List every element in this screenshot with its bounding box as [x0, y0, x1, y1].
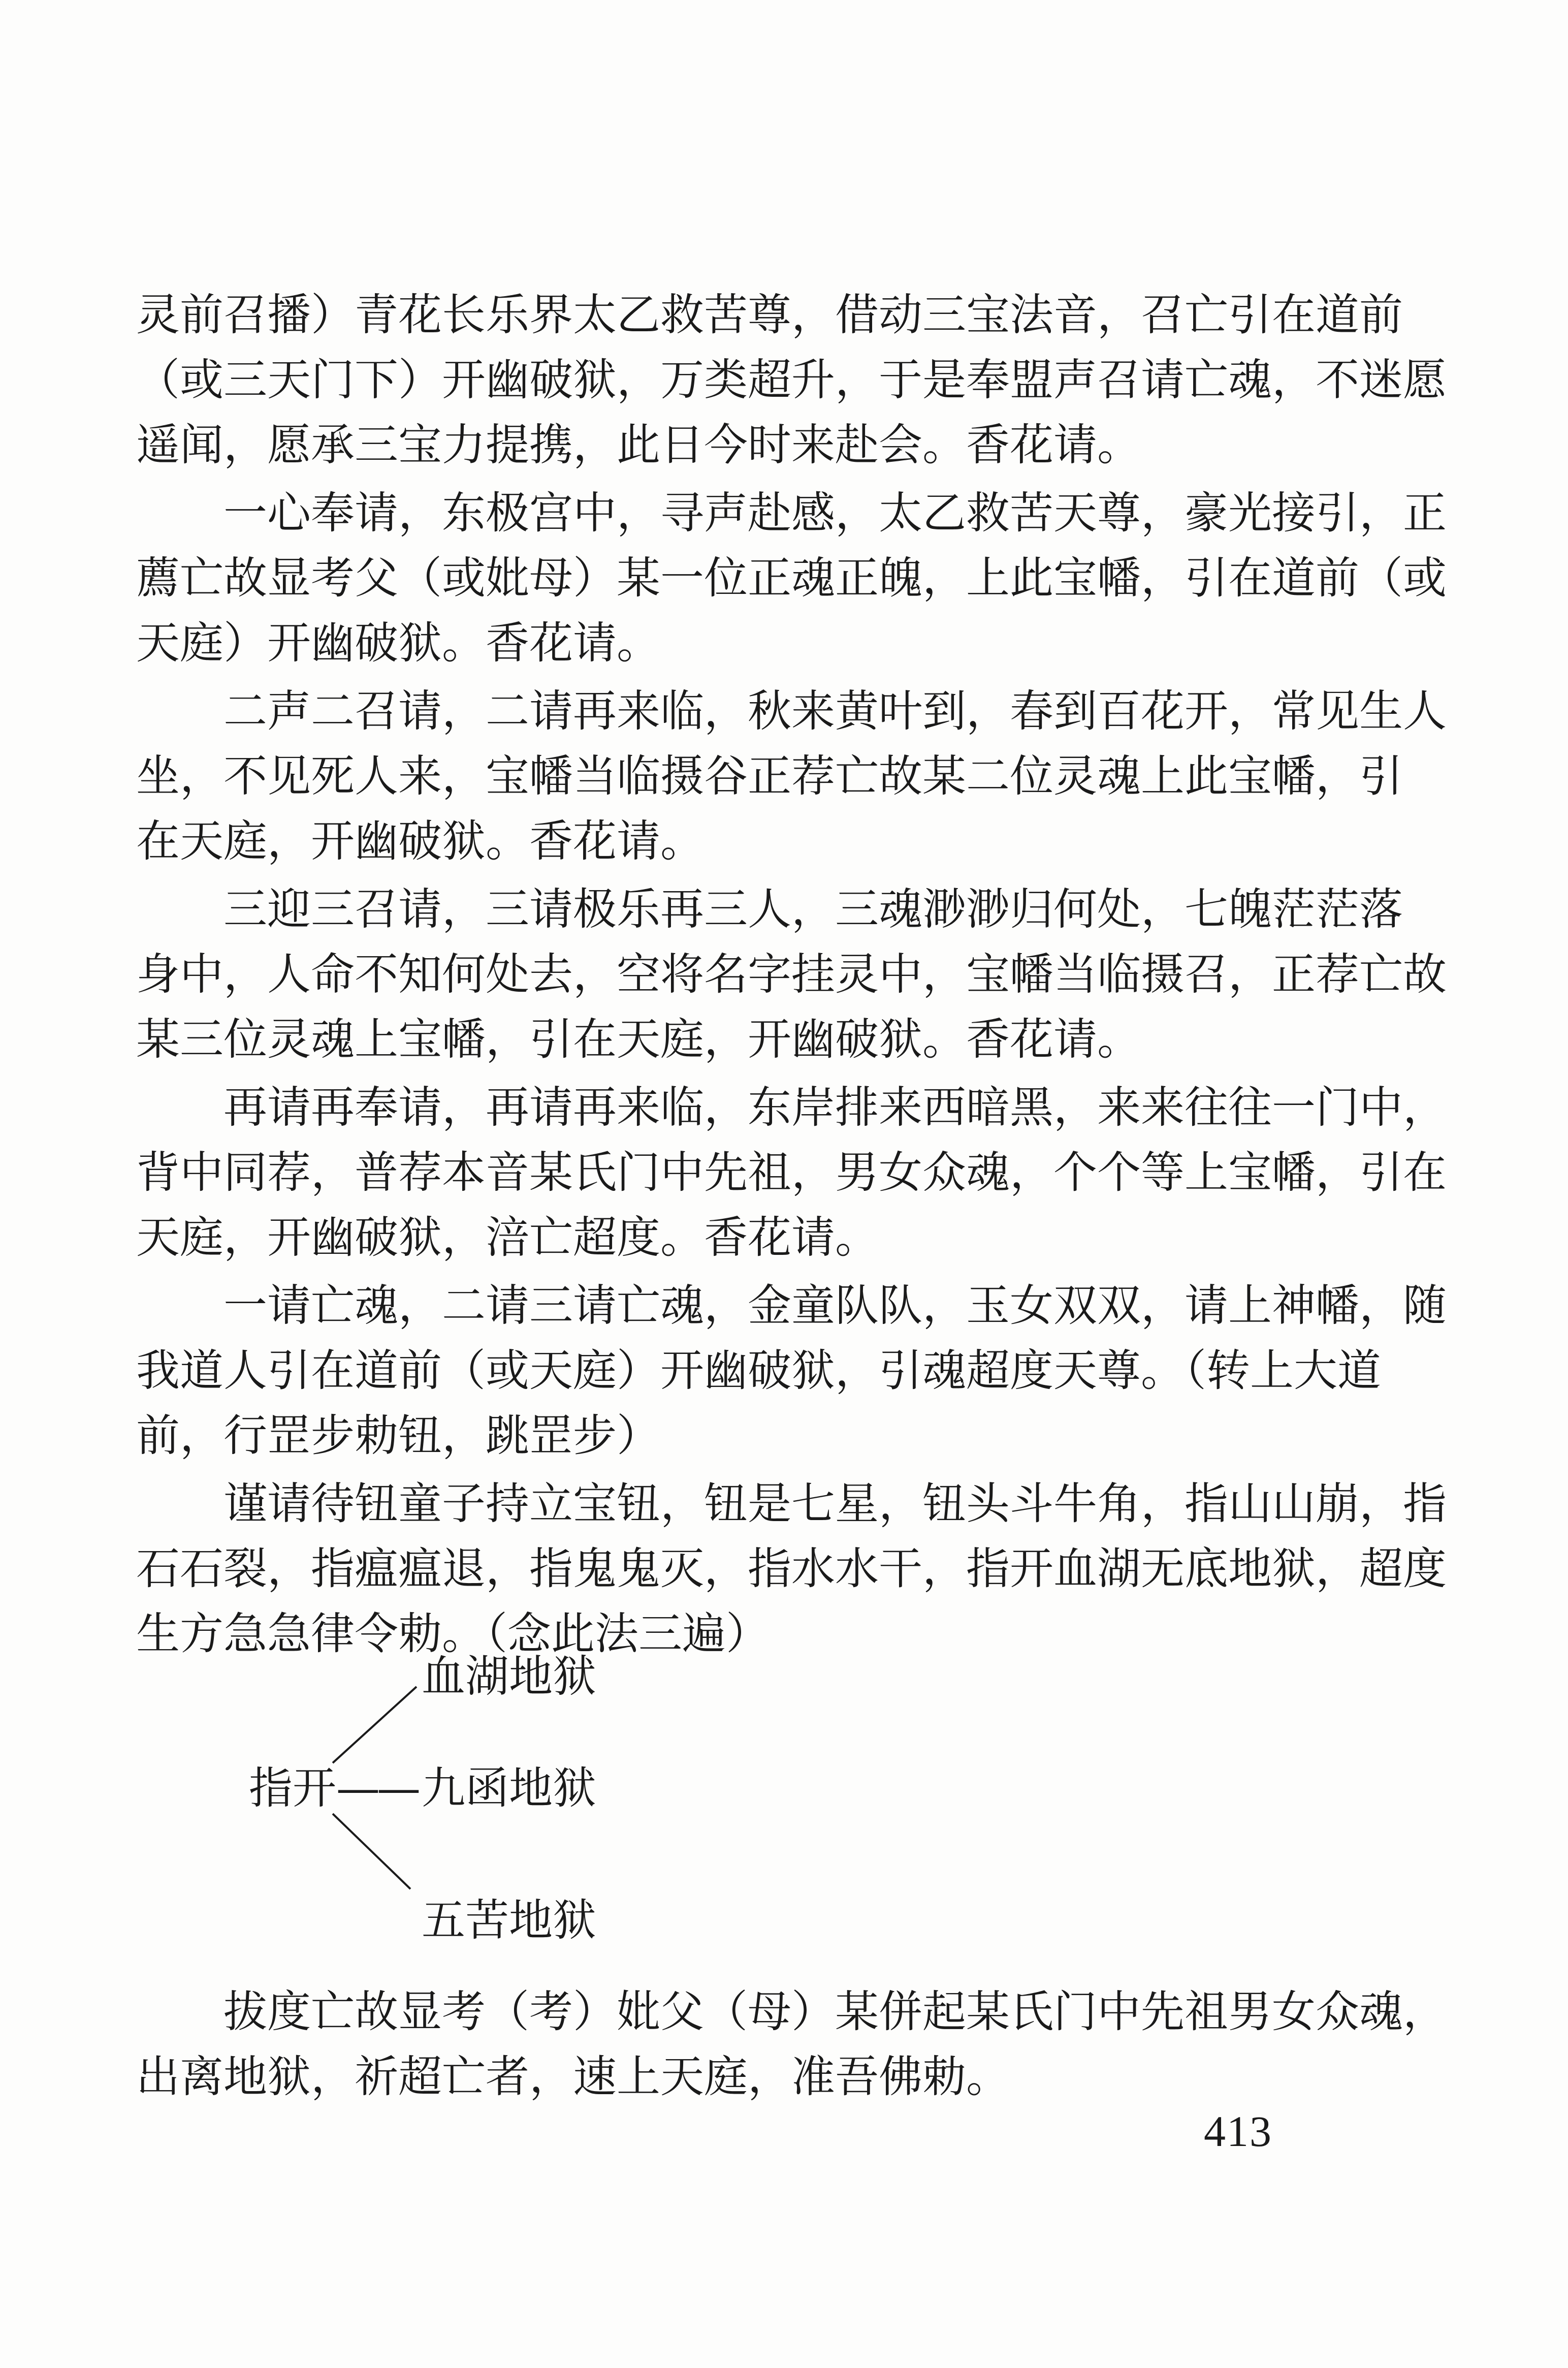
- diagram-root-label: 指开: [249, 1763, 336, 1814]
- text-line: 身中，人命不知何处去，空将名字挂灵中，宝幡当临摄召，正荐亡故: [136, 949, 1447, 1000]
- diagram-top-label: 血湖地狱: [422, 1651, 596, 1702]
- branch-line-top: [333, 1687, 417, 1763]
- text-line: 三迎三召请，三请极乐再三人，三魂渺渺归何处，七魄茫茫落: [223, 884, 1403, 935]
- diagram-middle-label: 九函地狱: [422, 1763, 596, 1814]
- page-number: 413: [1204, 2107, 1272, 2156]
- diagram-connector: ——: [336, 1763, 418, 1814]
- text-line: 一请亡魂，二请三请亡魂，金童队队，玉女双双，请上神幡，随: [223, 1280, 1447, 1331]
- text-line: 谨请待钮童子持立宝钮，钮是七星，钮头斗牛角，指山山崩，指: [223, 1478, 1447, 1529]
- text-line: 坐，不见死人来，宝幡当临摄谷正荐亡故某二位灵魂上此宝幡，引: [136, 751, 1403, 802]
- text-line: 天庭，开幽破狱，涪亡超度。香花请。: [136, 1212, 879, 1263]
- text-line: 背中同荐，普荐本音某氏门中先祖，男女众魂，个个等上宝幡，引在: [136, 1147, 1447, 1198]
- text-line: 薦亡故显考父（或妣母）某一位正魂正魄，上此宝幡，引在道前（或: [136, 553, 1447, 604]
- text-line: 一心奉请，东极宫中，寻声赴感，太乙救苦天尊，豪光接引，正: [223, 488, 1447, 539]
- text-line: 遥闻，愿承三宝力提携，此日今时来赴会。香花请。: [136, 420, 1141, 470]
- text-line: 前，行罡步勅钮，跳罡步）: [136, 1410, 660, 1461]
- branch-line-bottom: [333, 1814, 410, 1889]
- diagram-bottom-label: 五苦地狱: [422, 1895, 596, 1946]
- text-line: 石石裂，指瘟瘟退，指鬼鬼灭，指水水干，指开血湖无底地狱，超度: [136, 1543, 1447, 1594]
- text-line: 天庭）开幽破狱。香花请。: [136, 618, 660, 669]
- text-line: （或三天门下）开幽破狱，万类超升，于是奉盟声召请亡魂，不迷愿: [136, 355, 1447, 405]
- text-line: 出离地狱，祈超亡者，速上天庭，准吾佛勅。: [136, 2051, 1010, 2102]
- text-line: 拔度亡故显考（考）妣父（母）某併起某氏门中先祖男女众魂，: [223, 1986, 1447, 2037]
- text-line: 生方急急律令勅。（念此法三遍）: [136, 1608, 770, 1659]
- text-line: 灵前召播）青花长乐界太乙救苦尊，借动三宝法音，召亡引在道前: [136, 290, 1403, 340]
- text-line: 再请再奉请，再请再来临，东岸排来西暗黑，来来往往一门中，: [223, 1082, 1447, 1133]
- text-line: 我道人引在道前（或天庭）开幽破狱，引魂超度天尊。（转上大道: [136, 1345, 1381, 1396]
- text-line: 二声二召请，二请再来临，秋来黄叶到，春到百花开，常见生人: [223, 686, 1447, 737]
- text-line: 在天庭，开幽破狱。香花请。: [136, 816, 704, 867]
- text-line: 某三位灵魂上宝幡，引在天庭，开幽破狱。香花请。: [136, 1014, 1141, 1065]
